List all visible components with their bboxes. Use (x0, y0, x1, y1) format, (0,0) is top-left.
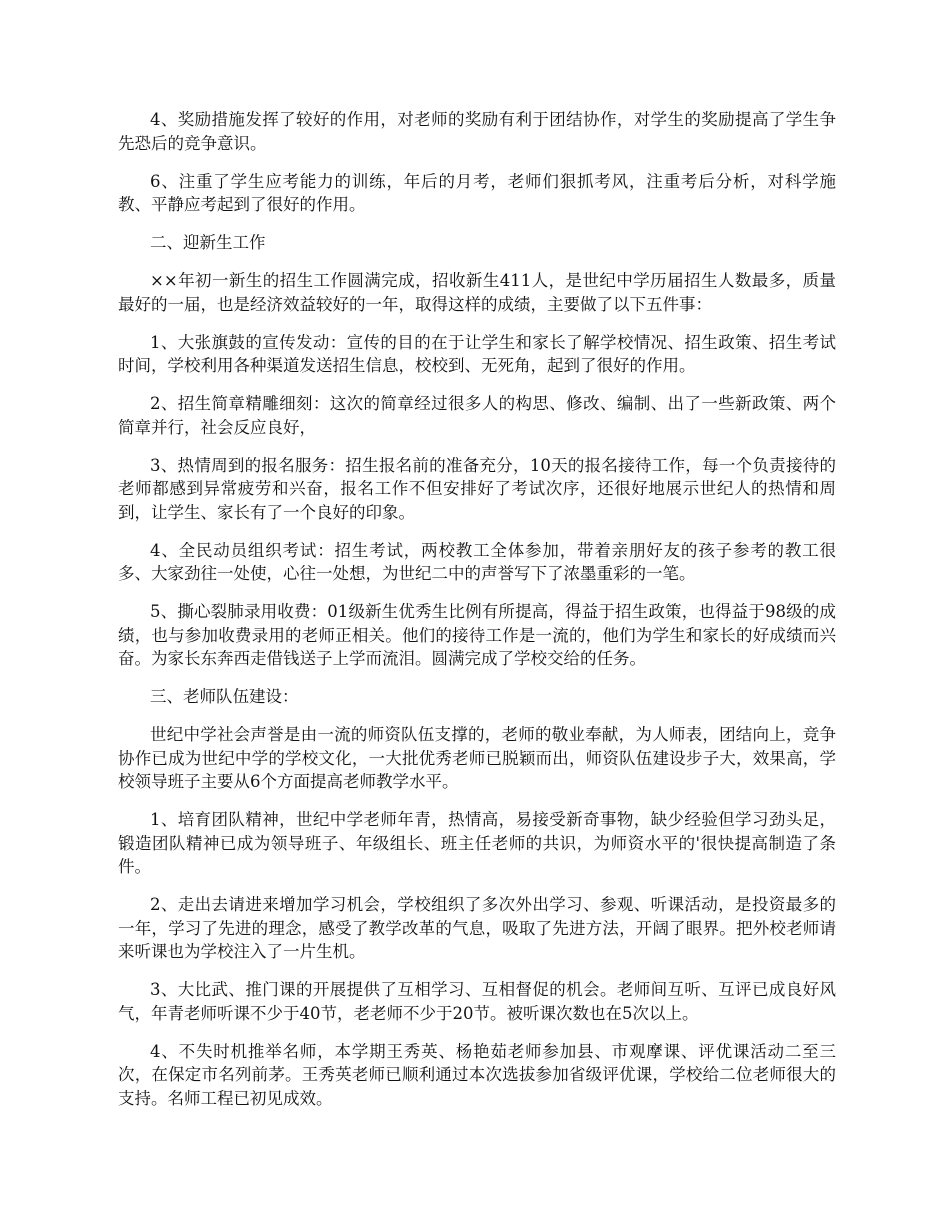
paragraph-learning-opportunities: 2、走出去请进来增加学习机会，学校组织了多次外出学习、参观、听课活动，是投资最多的一年，学习了先进的理念，感受了教学改革的气息，吸取了先进方法，开阔了眼界。把外校老师请来听课也为学校注入了一片生机。 (118, 895, 836, 961)
paragraph-admission-fees: 5、撕心裂肺录用收费：01级新生优秀生比例有所提高，得益于招生政策，也得益于98级的成绩，也与参加收费录用的老师正相关。他们的接待工作是一流的，他们为学生和家长的好成绩而兴奋。为家长东奔西走借钱送子上学而流泪。圆满完成了学校交给的任务。 (118, 602, 836, 668)
paragraph-brochure: 2、招生简章精雕细刻：这次的简章经过很多人的构思、修改、编制、出了一些新政策、两个简章并行，社会反应良好， (118, 394, 836, 437)
paragraph-open-classes: 3、大比武、推门课的开展提供了互相学习、互相督促的机会。老师间互听、互评已成良好风气，年青老师听课不少于40节，老老师不少于20节。被听课次数也在5次以上。 (118, 980, 836, 1023)
paragraph-famous-teachers: 4、不失时机推举名师，本学期王秀英、杨艳茹老师参加县、市观摩课、评优课活动二至三次，在保定市名列前茅。王秀英老师已顺利通过本次选拔参加省级评优课，学校给二位老师很大的支持。名师工程已初见成效。 (118, 1041, 836, 1108)
paragraph-registration-service: 3、热情周到的报名服务：招生报名前的准备充分，10天的报名接待工作，每一个负责接待的老师都感到异常疲劳和兴奋，报名工作不但安排好了考试次序，还很好地展示世纪人的热情和周到，让学生、家长有了一个良好的印象。 (118, 455, 836, 522)
paragraph-enrollment-summary: ××年初一新生的招生工作圆满完成，招收新生411人，是世纪中学历届招生人数最多，质量最好的一届，也是经济效益较好的一年，取得这样的成绩，主要做了以下五件事： (118, 271, 836, 314)
paragraph-reward-measures: 4、奖励措施发挥了较好的作用，对老师的奖励有利于团结协作，对学生的奖励提高了学生争先恐后的竞争意识。 (118, 110, 836, 153)
document-body (118, 108, 836, 1125)
paragraph-teacher-team-intro: 世纪中学社会声誉是由一流的师资队伍支撑的，老师的敬业奉献，为人师表，团结向上，竞争协作已成为世纪中学的学校文化，一大批优秀老师已脱颖而出，师资队伍建设步子大，效果高，学校领导班子主要从6个方面提高老师教学水平。 (118, 725, 836, 791)
paragraph-team-spirit: 1、培育团队精神，世纪中学老师年青，热情高，易接受新奇事物，缺少经验但学习劲头足，锻造团队精神已成为领导班子、年级组长、班主任老师的共识，为师资水平的'很快提高制造了条件。 (118, 810, 836, 876)
paragraph-exam-training: 6、注重了学生应考能力的训练，年后的月考，老师们狠抓考风，注重考后分析，对科学施教、平静应考起到了很好的作用。 (118, 171, 836, 214)
section-heading-teacher-team: 三、老师队伍建设： (150, 687, 299, 706)
section-heading-new-students: 二、迎新生工作 (150, 233, 266, 252)
paragraph-exam-organization: 4、全民动员组织考试：招生考试，两校教工全体参加，带着亲朋好友的孩子参考的教工很多、大家劲往一处使，心往一处想，为世纪二中的声誉写下了浓墨重彩的一笔。 (118, 540, 836, 583)
paragraph-publicity: 1、大张旗鼓的宣传发动：宣传的目的在于让学生和家长了解学校情况、招生政策、招生考试时间，学校利用各种渠道发送招生信息，校校到、无死角，起到了很好的作用。 (118, 332, 836, 375)
